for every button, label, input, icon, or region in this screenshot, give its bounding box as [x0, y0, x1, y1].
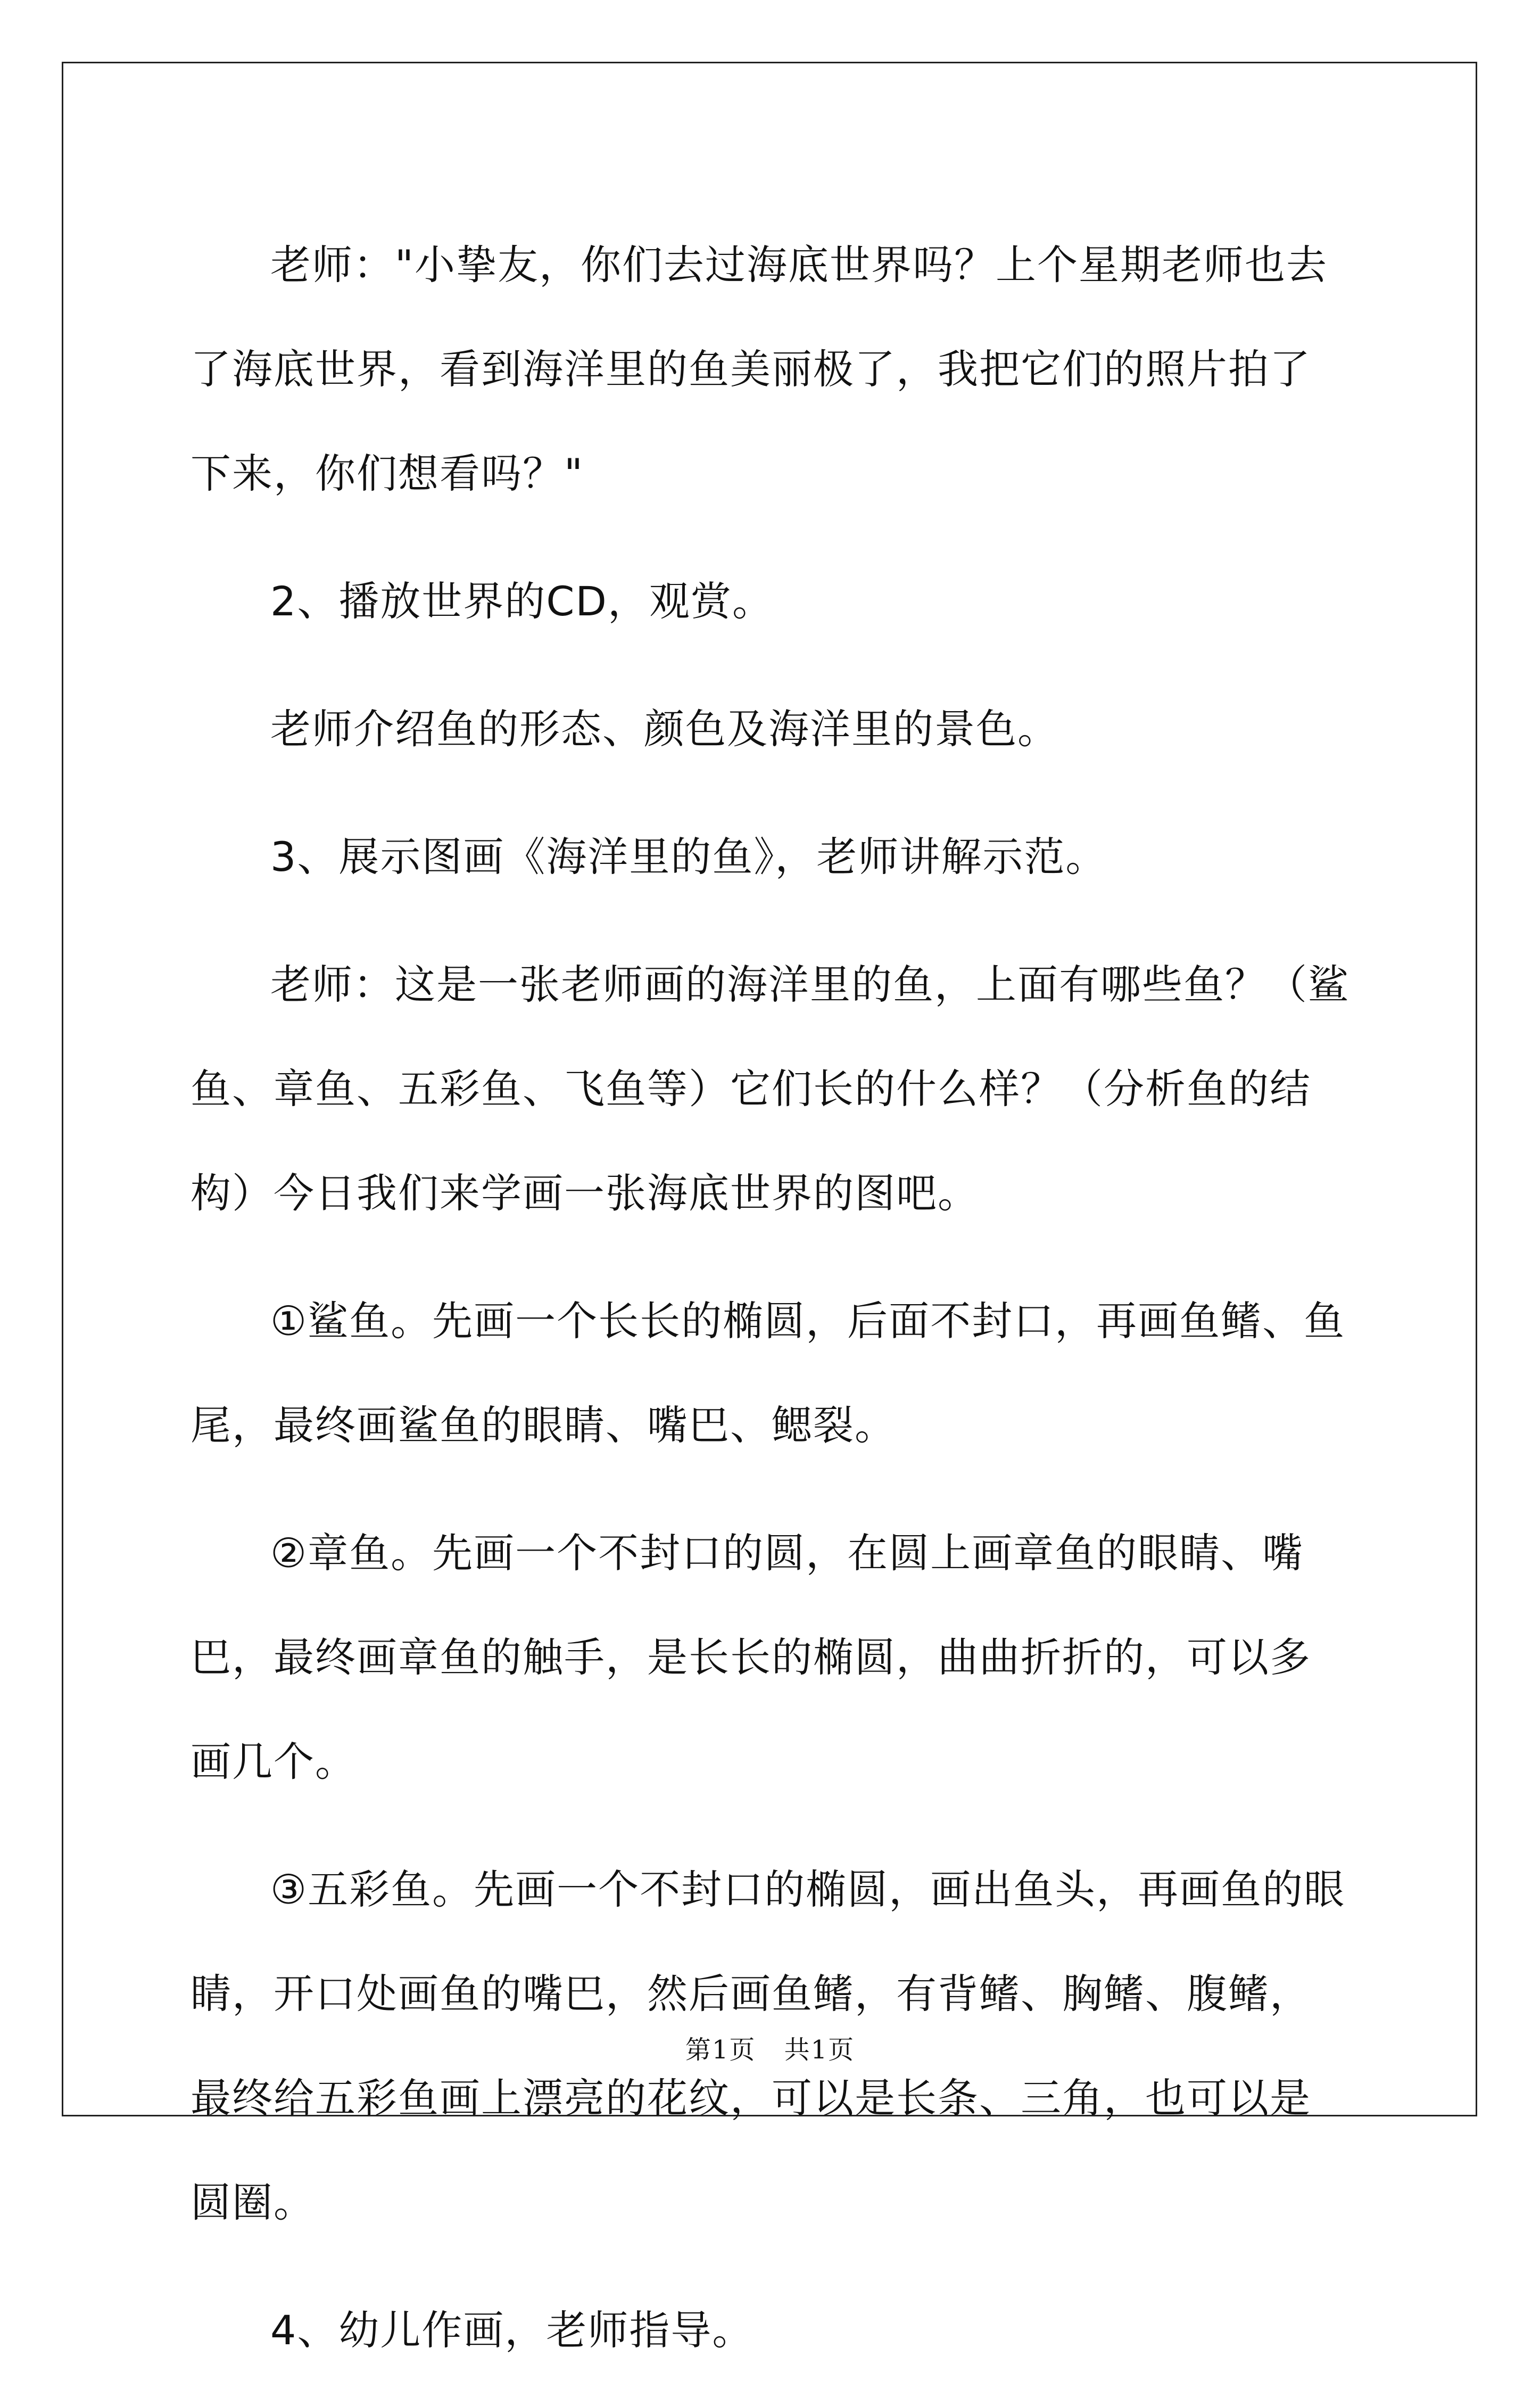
- paragraph-step-2: 2、播放世界的CD，观赏。: [270, 578, 774, 625]
- page-total: 共1页: [784, 2035, 855, 2065]
- paragraph-shark: ①鲨鱼。先画一个长长的椭圆，后面不封口，再画鱼鳍、鱼尾，最终画鲨鱼的眼睛、嘴巴、鳃裂。: [191, 1297, 1346, 1449]
- paragraph-teacher-intro: 老师介绍鱼的形态、颜色及海洋里的景色。: [270, 705, 1059, 753]
- paragraph-teacher-explain: 老师：这是一张老师画的海洋里的鱼，上面有哪些鱼？（鲨鱼、章鱼、五彩鱼、飞鱼等）它们长的什么样？（分析鱼的结构）今日我们来学画一张海底世界的图吧。: [191, 961, 1349, 1217]
- paragraph-intro-dialogue: 老师："小挚友，你们去过海底世界吗？上个星期老师也去了海底世界，看到海洋里的鱼美丽极了，我把它们的照片拍了下来，你们想看吗？": [191, 241, 1328, 497]
- paragraph-colorful-fish: ③五彩鱼。先画一个不封口的椭圆，画出鱼头，再画鱼的眼睛，开口处画鱼的嘴巴，然后画鱼鳍，有背鳍、胸鳍、腹鳍，最终给五彩鱼画上漂亮的花纹，可以是长条、三角，也可以是圆圈。: [191, 1866, 1346, 2226]
- paragraph-step-4: 4、幼儿作画，老师指导。: [270, 2306, 754, 2354]
- document-body: [191, 213, 1351, 2406]
- paragraph-step-3: 3、展示图画《海洋里的鱼》，老师讲解示范。: [270, 833, 1107, 880]
- paragraph-octopus: ②章鱼。先画一个不封口的圆，在圆上画章鱼的眼睛、嘴巴，最终画章鱼的触手，是长长的椭圆，曲曲折折的，可以多画几个。: [191, 1529, 1311, 1785]
- page-footer: [0, 2029, 1540, 2066]
- page-number: 第1页: [685, 2035, 756, 2065]
